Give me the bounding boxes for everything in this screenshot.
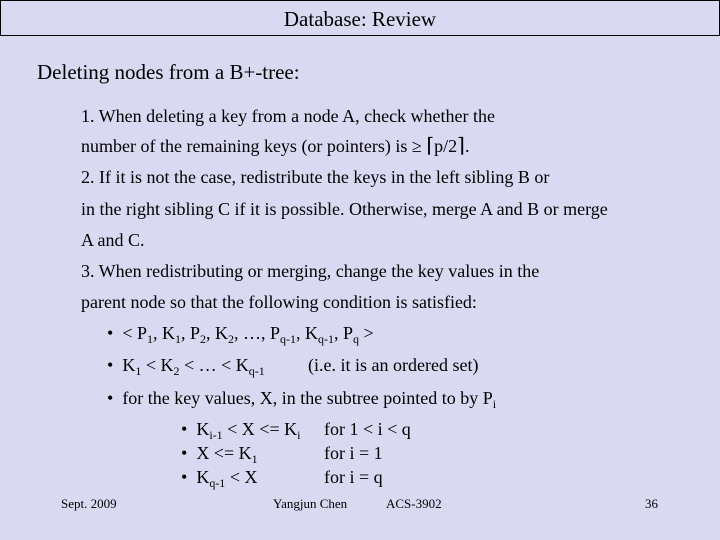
ceil-close-symbol: ⌉ <box>457 135 465 157</box>
order-text: K <box>122 355 136 375</box>
subscript: 2 <box>228 332 234 346</box>
subscript: q <box>353 332 360 346</box>
subcondition-row <box>181 419 300 443</box>
step2-line3: A and C. <box>81 230 145 250</box>
subcondition-row <box>181 467 257 491</box>
sequence-text: , P <box>334 323 354 343</box>
footer-course: ACS-3902 <box>386 496 442 511</box>
bullet-icon: • <box>181 467 188 487</box>
subscript: i <box>297 428 301 442</box>
subscript: 2 <box>200 332 206 346</box>
subcondition-text: K <box>196 419 210 439</box>
subscript: q-1 <box>280 332 297 346</box>
subcondition-range: for 1 < i < q <box>324 419 411 439</box>
step2-line2: in the right sibling C if it is possible. Otherwise, merge A and B or merge <box>81 199 608 219</box>
footer-author: Yangjun Chen <box>273 496 348 511</box>
condition-sequence <box>107 323 374 347</box>
sequence-text: , …, P <box>234 323 281 343</box>
ordered-note: (i.e. it is an ordered set) <box>308 355 479 375</box>
sequence-text: , K <box>296 323 319 343</box>
order-text: < … < K <box>179 355 249 375</box>
subscript: i <box>492 397 497 411</box>
step3-line2: parent node so that the following condition is satisfied: <box>81 292 477 312</box>
sequence-text: < P <box>122 323 147 343</box>
subscript: 1 <box>135 364 142 378</box>
subcondition-text: < X <= K <box>222 419 298 439</box>
footer-date: Sept. 2009 <box>61 496 117 511</box>
bullet-icon: • <box>107 355 114 375</box>
bullet-icon: • <box>181 419 188 439</box>
step1-text: number of the remaining keys (or pointers) is <box>81 136 408 156</box>
subscript: 1 <box>251 452 258 466</box>
step1-line1: 1. When deleting a key from a node A, check whether the <box>81 106 496 126</box>
ceil-open-symbol: ⌈ <box>426 135 435 157</box>
subscript: q-1 <box>248 364 265 378</box>
subscript: 2 <box>173 364 180 378</box>
subscript: q-1 <box>209 476 226 490</box>
step1-line2 <box>81 133 469 158</box>
page-number: 36 <box>645 496 658 511</box>
sequence-text: , P <box>180 323 200 343</box>
step2-line1: 2. If it is not the case, redistribute the keys in the left sibling B or <box>81 167 550 187</box>
sequence-text: , K <box>206 323 228 343</box>
ceil-expression: p/2 <box>434 136 458 156</box>
subcondition-text: < X <box>225 467 258 487</box>
step3-line1: 3. When redistributing or merging, change the key values in the <box>81 261 540 281</box>
geq-symbol: ≥ <box>411 136 422 156</box>
subscript: q-1 <box>318 332 335 346</box>
subcondition-range: for i = 1 <box>324 443 383 463</box>
step1-period: . <box>464 136 470 156</box>
bullet-icon: • <box>181 443 188 463</box>
subcondition-range: for i = q <box>324 467 383 487</box>
condition-ordered <box>107 355 265 379</box>
slide-title: Database: Review <box>0 0 720 36</box>
subcondition-text: X <= K <box>196 443 252 463</box>
subcondition-text: K <box>196 467 210 487</box>
key-values-text: for the key values, X, in the subtree pointed to by P <box>122 388 493 408</box>
subscript: 1 <box>174 332 181 346</box>
condition-key-values <box>107 388 496 412</box>
subscript: 1 <box>146 332 153 346</box>
bullet-icon: • <box>107 388 114 408</box>
order-text: < K <box>141 355 174 375</box>
sequence-text: > <box>359 323 374 343</box>
section-heading: Deleting nodes from a B+-tree: <box>37 60 300 84</box>
bullet-icon: • <box>107 323 114 343</box>
subcondition-row <box>181 443 258 467</box>
sequence-text: , K <box>152 323 175 343</box>
subscript: i-1 <box>209 428 223 442</box>
